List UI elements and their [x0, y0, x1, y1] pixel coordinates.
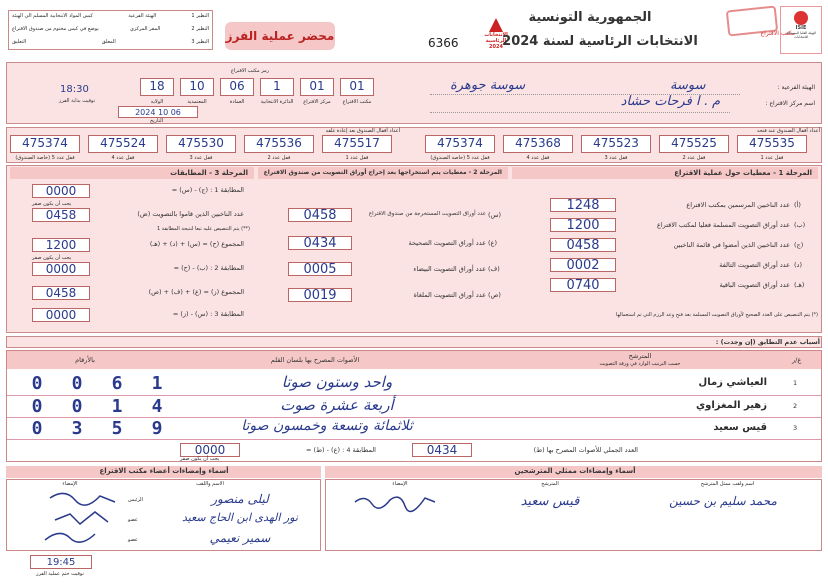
phase3-row-4 [10, 260, 254, 278]
p1-value-2 [550, 218, 616, 232]
p3-v4: 0000 [45, 262, 77, 276]
code-cell-1 [140, 78, 174, 96]
cand-2-d4: 4 [151, 396, 163, 417]
phase1-row-2 [512, 216, 818, 234]
cand-1-name: العياشي زمال [698, 377, 767, 388]
code-2: 10 [189, 79, 205, 93]
code-cell-3 [220, 78, 254, 96]
p3-note-3: يجب أن يكون صفر [32, 255, 72, 261]
candidate-row-3 [7, 418, 821, 440]
phase2-row-1 [258, 206, 508, 224]
p3-label-4: المطابقة 2 : (ب) - (ح) = [173, 264, 244, 272]
p1-v5: 0740 [566, 278, 600, 293]
cand-2-digits [17, 396, 177, 417]
code-h-4: الدائرة الانتخابية [260, 99, 294, 105]
end-time-value: 19:45 [46, 557, 76, 568]
code-3: 06 [229, 79, 245, 93]
sig-candidates-title: أسماء وإمضاءات ممثلي المترشحين [514, 467, 636, 475]
cand-3-d1: 0 [31, 418, 43, 439]
cand-3-words: ثلاثمائة وتسعة وخمسون صوتا [241, 418, 413, 434]
cand-h-name: المترشح [628, 352, 652, 360]
cand-3-d2: 3 [71, 418, 83, 439]
seal-open-3-value: 475523 [593, 136, 639, 150]
phase3-row-5 [10, 284, 254, 302]
match4-value: 0000 [194, 443, 226, 457]
cand-h-name-sub: حسب الترتيب الوارد في ورقة التصويت [599, 361, 681, 367]
isie-logo-text: ISIE [795, 25, 807, 31]
copies-row-2 [9, 26, 212, 32]
logo-caption: الانتخابات الرئاسية 2024 [484, 32, 508, 50]
seal-open-cap-3: قفل عدد 3 [604, 155, 628, 161]
seal-open-5 [737, 135, 807, 153]
cand-2-d2: 0 [71, 396, 83, 417]
p2-v1: 0458 [303, 208, 337, 223]
member-1-signature [50, 493, 115, 505]
p3-value-4 [32, 262, 90, 276]
copies-table [8, 10, 213, 50]
center-value: م . ا فرحات حشاد [620, 94, 720, 109]
p3-v1: 0000 [45, 184, 77, 198]
p3-v5: 0458 [45, 286, 77, 300]
center-label: اسم مركز الاقتراع : [765, 100, 815, 107]
p1-value-5 [550, 278, 616, 292]
copy-2-dest: المقر المركزي [129, 26, 161, 32]
p2-key-4: (ص) [488, 291, 501, 299]
phase3-row-1 [10, 182, 254, 200]
phase3-title [10, 167, 254, 179]
p3-value-5 [32, 286, 90, 300]
member-2-signature [55, 512, 108, 524]
stamp-text: مكتب الاقتراع [760, 30, 795, 37]
seal-close-2-value: 475524 [100, 136, 146, 150]
copies-row-1 [9, 13, 212, 19]
cand-1-d3: 6 [111, 373, 123, 394]
cand-2-d1: 0 [31, 396, 43, 417]
p2-value-1 [288, 208, 352, 222]
date-label: التاريخ [150, 118, 163, 124]
phase2-title-text: المرحلة 2 - معطيات يتم استخراجها بعد إخراج أوراق التصويت من صندوق الاقتراع [263, 169, 502, 176]
match4-box [180, 443, 240, 457]
isie-caption: الهيئة العليا المستقلة للانتخابات [786, 31, 816, 39]
seal-close-4 [244, 135, 314, 153]
sig-members-sig-header: الإمضاء [62, 481, 78, 487]
cand-2-num: 2 [793, 402, 798, 410]
subdivision-value: سوسة [670, 78, 706, 93]
p1-value-1 [550, 198, 616, 212]
p3-v3: 1200 [45, 238, 77, 252]
phase3-row-3 [10, 236, 254, 254]
phase1-title [512, 167, 818, 179]
seal-open-cap-4: قفل عدد 2 [682, 155, 706, 161]
p1-key-1: (أ) [794, 201, 801, 209]
p1-v4: 0002 [566, 258, 600, 273]
copies-row-3 [9, 39, 212, 45]
p1-v2: 1200 [566, 218, 600, 233]
copy-3-copy: النظير 3 [191, 39, 209, 45]
candidate-row-1 [7, 372, 821, 396]
member-3-name: سمير نعيمي [209, 531, 271, 545]
time-start-label: توقيت بداية الفرز [58, 98, 95, 104]
cand-2-name: زهير المغزاوي [695, 400, 767, 411]
phase1-note: (*) يتم التنصيص على العدد الصحيح لأوراق التصويت المسلمة بعد فتح وعد الرزم التي تم استعمالها [616, 312, 818, 318]
seal-close-3 [166, 135, 236, 153]
phase1-row-5 [512, 276, 818, 294]
p2-key-2: (ع) [488, 239, 497, 247]
code-h-6: مكتب الاقتراع [342, 99, 372, 105]
member-1-role: الرئيس [128, 497, 143, 503]
p1-label-4: عدد أوراق التصويت التالفة [719, 261, 790, 269]
seal-open-3 [581, 135, 651, 153]
p2-value-3 [288, 262, 352, 276]
p1-label-3: عدد الناخبين الذين أمضوا في قائمة الناخبين [673, 241, 790, 249]
cand-2-words: أربعة عشرة صوت [280, 396, 394, 414]
p1-key-4: (د) [794, 261, 802, 269]
code-h-3: العمادة [229, 99, 245, 105]
phase1-row-4 [512, 256, 818, 274]
p3-label-2: عدد الناخبين الذين قاموا بالتصويت (ض) [137, 210, 244, 218]
p2-label-2: عدد أوراق التصويت الصحيحة [408, 239, 486, 247]
p1-label-5: عدد أوراق التصويت الباقية [719, 281, 790, 289]
phase3-title-text: المرحلة 3 - المطابقات [170, 169, 248, 177]
cand-3-d3: 5 [111, 418, 123, 439]
seal-close-5 [322, 135, 392, 153]
member-signatures [40, 488, 130, 548]
seal-close-cap-3: قفل عدد 3 [189, 155, 213, 161]
code-h-2: المعتمدية [187, 99, 207, 105]
phase2-row-4 [258, 286, 508, 304]
copy-3-dest: المعلق [101, 39, 116, 45]
p3-value-3 [32, 238, 90, 252]
code-1: 18 [149, 79, 165, 93]
phase1-row-1 [512, 196, 818, 214]
code-cell-6 [340, 78, 374, 96]
p3-value-2 [32, 208, 90, 222]
sig-rep-header: اسم ولقب ممثل المترشح [700, 481, 755, 487]
cand-1-d2: 0 [71, 373, 83, 394]
member-3-signature [45, 533, 95, 542]
p2-label-3: عدد أوراق التصويت البيضاء [413, 265, 486, 273]
cand-3-num: 3 [793, 424, 798, 432]
p1-label-2: عدد أوراق التصويت المسلمة فعليا لمكتب الاقتراع [656, 221, 790, 229]
p2-label-1: عدد أوراق التصويت المستخرجة من صندوق الاقتراع [368, 211, 486, 217]
election-title: الانتخابات الرئاسية لسنة 2024 [502, 34, 698, 49]
seal-close-cap-1: قفل عدد 5 (خاصة الصندوق) [15, 155, 75, 161]
candidate-row-2 [7, 396, 821, 418]
cand-1-words: واحد وستون صوتا [281, 373, 393, 391]
phase3-note: (**) يتم التنصيص عليه تبعا لنتيجة المطابقة 1 [157, 226, 250, 232]
cand-1-d4: 1 [151, 373, 163, 394]
code-headers [140, 99, 385, 105]
center-line [430, 112, 730, 113]
code-cells [140, 78, 385, 98]
seal-open-5-value: 475535 [749, 136, 795, 150]
phase3-row-2 [10, 206, 254, 224]
total-votes-label: العدد الجملي للأصوات المصرح بها (ط) [533, 446, 638, 454]
cand-3-d4: 9 [151, 418, 163, 439]
p2-v3: 0005 [303, 262, 337, 277]
cand-h-num: ع/ر [792, 356, 802, 364]
sig-members-title: أسماء وإمضاءات أعضاء مكتب الاقتراع [99, 467, 229, 475]
code-cell-4 [260, 78, 294, 96]
seal-close-cap-4: قفل عدد 2 [267, 155, 291, 161]
p1-v3: 0458 [566, 238, 600, 253]
seal-open-1-value: 475374 [437, 136, 483, 150]
discrepancy-label: أسباب عدم التطابق (إن وجدت) : [715, 338, 820, 346]
code-5: 01 [309, 79, 325, 93]
p3-v2: 0458 [45, 208, 77, 222]
p2-label-4: عدد أوراق التصويت الملغاة [413, 291, 486, 299]
phase2-title [258, 167, 508, 179]
code-4: 1 [273, 79, 281, 93]
p3-label-5: المجموع (ز) = (ع) + (ف) + (ص) [148, 288, 244, 296]
candidate-rep-signature [350, 490, 440, 514]
end-time-box [30, 555, 92, 569]
member-2-name: نور الهدى ابن الحاج سعيد [182, 511, 298, 524]
seal-close-cap-2: قفل عدد 4 [111, 155, 135, 161]
cand-h-words: الأصوات المصرح بها بلسان القلم [270, 356, 360, 364]
p3-label-1: المطابقة 1 : (ج) - (س) = [171, 186, 244, 194]
copy-1-note: كيس المواد الانتخابية المسلم الي الهيئة [12, 13, 93, 19]
cand-2-d3: 1 [111, 396, 123, 417]
signature-stroke [355, 497, 435, 511]
time-start-value: 18:30 [60, 84, 89, 95]
phase1-title-text: المرحلة 1 - معطيات حول عملية الاقتراع [674, 169, 812, 177]
sig-cand-name: قيس سعيد [520, 494, 580, 509]
doc-number: 6366 [428, 36, 459, 50]
sig-cand-header: المترشح [541, 481, 559, 487]
seal-close-2 [88, 135, 158, 153]
p2-value-2 [288, 236, 352, 250]
phase2-row-2 [258, 234, 508, 252]
seal-close-3-value: 475530 [178, 136, 224, 150]
seal-close-cap-5: قفل عدد 1 [345, 155, 369, 161]
code-cell-5 [300, 78, 334, 96]
end-time-label: توقيت ختم عملية الفرز [36, 571, 84, 577]
republic-title: الجمهورية التونسية [528, 10, 652, 25]
subdivision-label: الهيئة الفرعية : [777, 84, 815, 91]
seal-open-4 [659, 135, 729, 153]
date-box [118, 106, 198, 118]
seal-open-cap-2: قفل عدد 4 [526, 155, 550, 161]
sousse-extra: سوسة جوهرة [450, 78, 526, 93]
form-title [225, 22, 335, 50]
code-cell-2 [180, 78, 214, 96]
match4-note: يجب أن يكون صفر [180, 456, 220, 462]
cand-1-d1: 0 [31, 373, 43, 394]
seals-close-label: أعداد أقفال الصندوق بعد إعادة غلقه [325, 128, 400, 134]
date-value: 2024 10 06 [135, 108, 181, 117]
seal-close-4-value: 475536 [256, 136, 302, 150]
seal-open-2-value: 475368 [515, 136, 561, 150]
seal-open-1 [425, 135, 495, 153]
p1-value-3 [550, 238, 616, 252]
copy-2-note: يوضع في كيس مختوم من صندوق الاقتراع [12, 26, 99, 32]
p3-label-3: المجموع (ح) = (س) + (د) + (هـ) [149, 240, 244, 248]
cand-1-num: 1 [793, 379, 798, 387]
code-6: 01 [349, 79, 365, 93]
p2-value-4 [288, 288, 352, 302]
p3-value-1 [32, 184, 90, 198]
p1-label-1: عدد الناخبين المرسمين بمكتب الاقتراع [686, 201, 790, 209]
code-label: رمز مكتب الاقتراع [230, 68, 270, 74]
p1-v1: 1248 [566, 198, 600, 213]
p2-v2: 0434 [303, 236, 337, 251]
sig-sig-header: الإمضاء [392, 481, 408, 487]
seal-close-1-value: 475374 [22, 136, 68, 150]
total-votes-box [412, 443, 472, 457]
seal-open-cap-5: قفل عدد 1 [760, 155, 784, 161]
match4-label: المطابقة 4 : (ع) - (ط) = [305, 446, 376, 454]
seals-open-row [425, 135, 820, 155]
seals-close-captions [10, 155, 405, 161]
code-h-1: الولاية [150, 99, 164, 105]
p1-value-4 [550, 258, 616, 272]
phase1-row-3 [512, 236, 818, 254]
sig-name-header: الاسم واللقب [196, 481, 224, 487]
seal-open-2 [503, 135, 573, 153]
p1-key-2: (ب) [794, 221, 806, 229]
phase2-row-3 [258, 260, 508, 278]
p3-label-6: المطابقة 3 : (س) - (ز) = [172, 310, 244, 318]
p3-v6: 0000 [45, 308, 77, 322]
copy-2-copy: النظير 2 [191, 26, 209, 32]
p1-key-3: (ج) [794, 241, 804, 249]
phase3-row-6 [10, 306, 254, 324]
seals-close-row [10, 135, 405, 155]
p3-value-6 [32, 308, 90, 322]
member-1-name: ليلى منصور [211, 492, 269, 506]
form-title-text: محضر عملية الفرز [225, 29, 335, 43]
code-h-5: مركز الاقتراع [303, 99, 331, 105]
cand-3-name: قيس سعيد [713, 422, 767, 433]
total-votes-value: 0434 [426, 443, 458, 457]
copy-1-dest: الهيئة الفرعية [128, 13, 157, 19]
copy-1-copy: النظير 1 [191, 13, 209, 19]
copy-3-note: التعليق [12, 39, 27, 45]
seal-close-1 [10, 135, 80, 153]
seal-close-5-value: 475517 [334, 136, 380, 150]
seal-open-cap-1: قفل عدد 5 (خاصة الصندوق) [430, 155, 490, 161]
cand-3-digits [17, 418, 177, 439]
p3-note-1: يجب أن يكون صفر [32, 201, 72, 207]
seals-open-label: أعداد أقفال الصندوق عند فتحه [756, 128, 820, 134]
seal-open-4-value: 475525 [671, 136, 717, 150]
p1-key-5: (هـ) [794, 281, 805, 289]
p2-key-1: (س) [488, 211, 502, 219]
p2-key-3: (ف) [488, 265, 500, 273]
cand-1-digits [17, 373, 177, 394]
p2-v4: 0019 [303, 288, 337, 303]
member-3-role: عضو [128, 537, 138, 543]
member-2-role: عضو [128, 517, 138, 523]
seals-open-captions [425, 155, 820, 161]
cand-h-digits: بالأرقام [75, 356, 95, 364]
sig-rep-name: محمد سليم بن حسين [669, 494, 777, 508]
